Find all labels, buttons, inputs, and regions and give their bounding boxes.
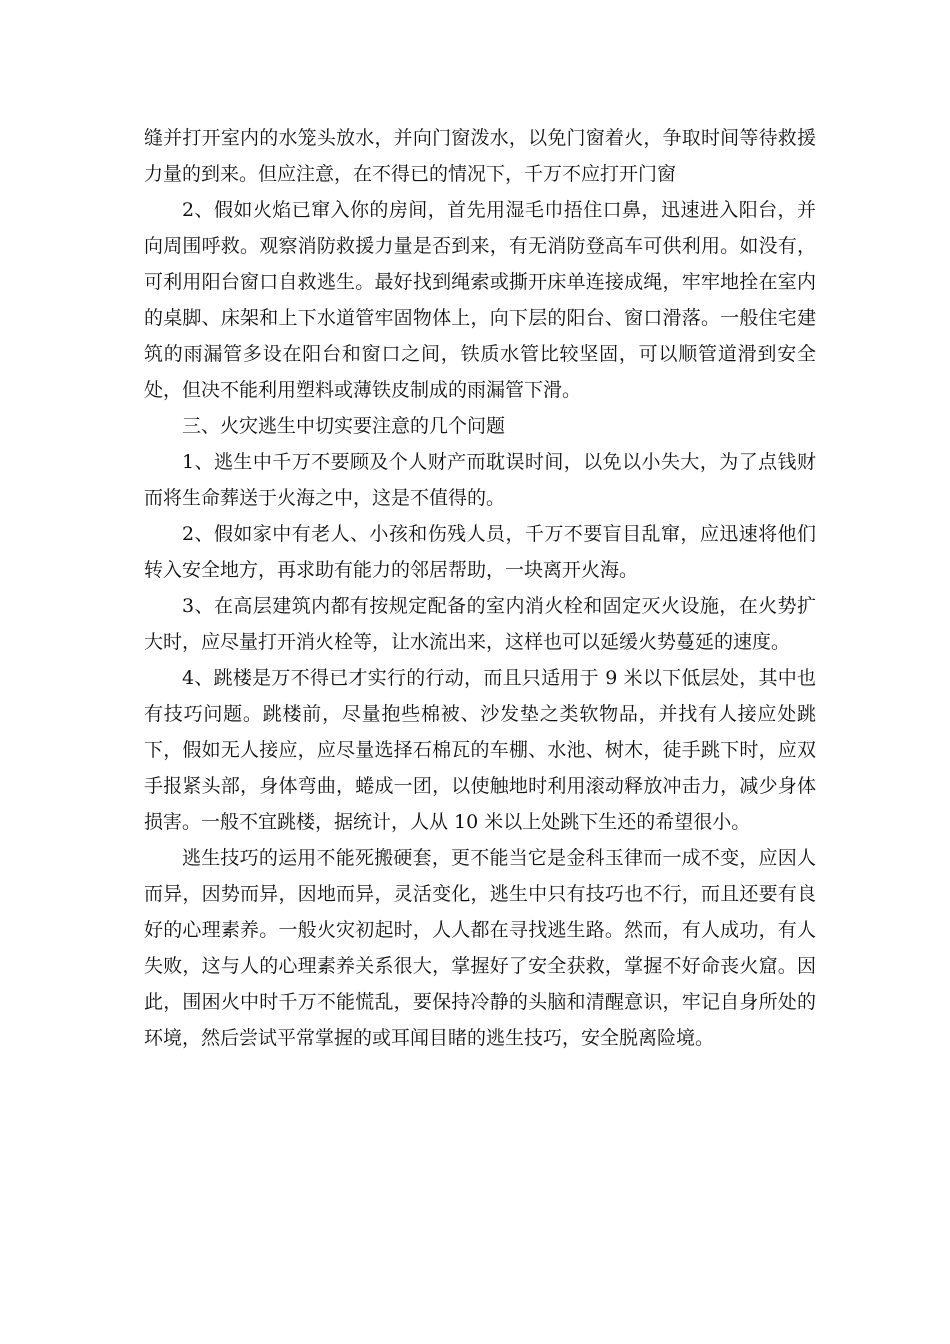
paragraph-item-4-jumping: 4、跳楼是万不得已才实行的行动，而且只适用于 9 米以下低层处，其中也有技巧问题。跳楼前，尽量抱些棉被、沙发垫之类软物品，并找有人接应处跳下，假如无人接应，应尽量选择石棉瓦的车棚、水池、树木，徒手跳下时，应双手报紧头部，身体弯曲，蜷成一团，以使触地时利用滚动释放冲击力，减少身体损害。一般不宜跳楼，据统计，人从 10 米以上处跳下生还的希望很小。 bbox=[144, 667, 816, 833]
paragraph-conclusion: 逃生技巧的运用不能死搬硬套，更不能当它是金科玉律而一成不变，应因人而异，因势而异，因地而异，灵活变化，逃生中只有技巧也不行，而且还要有良好的心理素养。一般火灾初起时，人人都在寻找逃生路。然而，有人成功，有人失败，这与人的心理素养关系很大，掌握好了安全获救，掌握不好命丧火窟。因此，围困火中时千万不能慌乱，要保持冷静的头脑和清醒意识，牢记自身所处的环境，然后尝试平常掌握的或耳闻目睹的逃生技巧，安全脱离险境。 bbox=[144, 847, 816, 1049]
paragraph-item-1-property: 1、逃生中千万不要顾及个人财产而耽误时间，以免以小失大，为了点钱财而将生命葬送于火海之中，这是不值得的。 bbox=[144, 451, 816, 509]
paragraph-continued: 缝并打开室内的水笼头放水，并向门窗泼水，以免门窗着火，争取时间等待救援力量的到来。但应注意，在不得已的情况下，千万不应打开门窗 bbox=[144, 127, 816, 185]
paragraph-item-2-balcony-escape: 2、假如火焰已窜入你的房间，首先用湿毛巾捂住口鼻，迅速进入阳台，并向周围呼救。观察消防救援力量是否到来，有无消防登高车可供利用。如没有，可利用阳台窗口自救逃生。最好找到绳索或撕开床单连接成绳，牢牢地拴在室内的桌脚、床架和上下水道管牢固物体上，向下层的阳台、窗口滑落。一般住宅建筑的雨漏管多设在阳台和窗口之间，铁质水管比较坚固，可以顺管道滑到安全处，但决不能利用塑料或薄铁皮制成的雨漏管下滑。 bbox=[144, 199, 816, 401]
document-body bbox=[144, 120, 816, 1056]
paragraph-item-2-elderly: 2、假如家中有老人、小孩和伤残人员，千万不要盲目乱窜，应迅速将他们转入安全地方，再求助有能力的邻居帮助，一块离开火海。 bbox=[144, 523, 816, 581]
paragraph-item-3-hydrant: 3、在高层建筑内都有按规定配备的室内消火栓和固定灭火设施，在火势扩大时，应尽量打开消火栓等，让水流出来，这样也可以延缓火势蔓延的速度。 bbox=[144, 595, 816, 653]
section-heading-3: 三、火灾逃生中切实要注意的几个问题 bbox=[182, 415, 506, 437]
